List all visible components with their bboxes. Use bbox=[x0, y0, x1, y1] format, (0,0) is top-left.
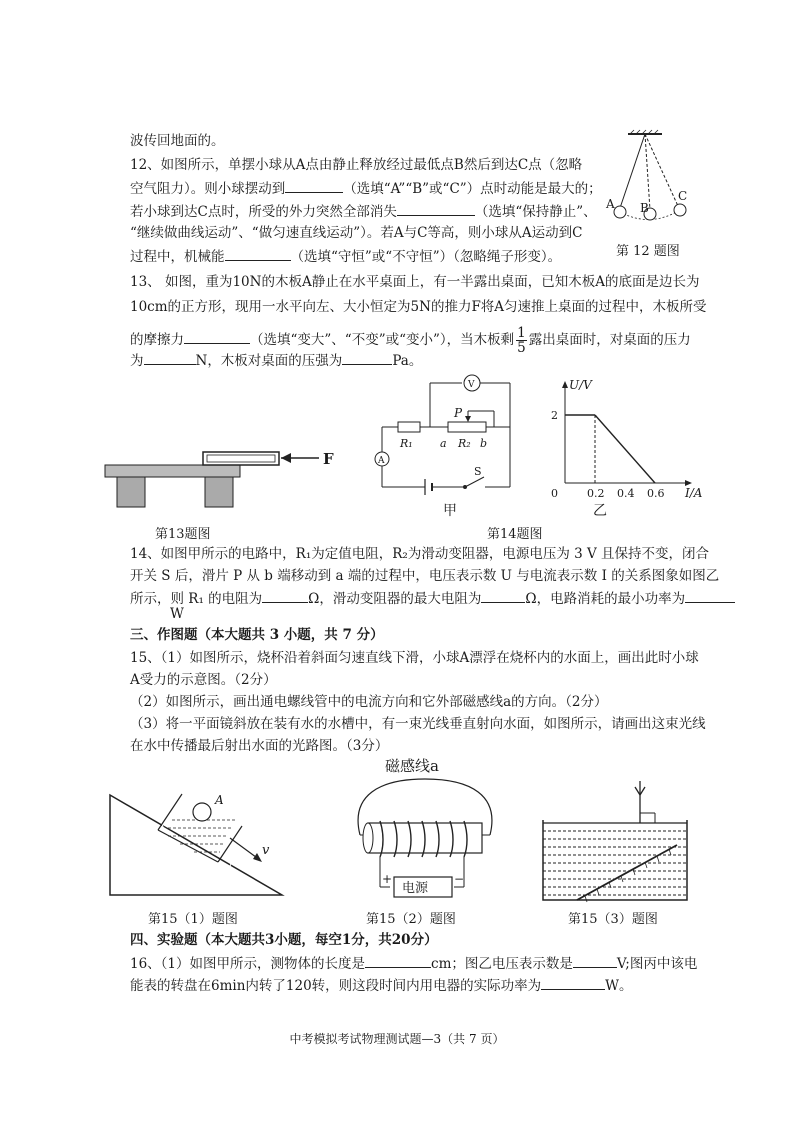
answer-blank[interactable] bbox=[573, 953, 617, 968]
fig14-jia-label: 甲 bbox=[443, 503, 457, 519]
origin-label: 0 bbox=[551, 487, 558, 500]
q13-line3: 的摩擦力 （选填“变大”、“不变”或“变小”），当木板剩 $\frac{1}{5}$ 露出桌面时，对桌面的压力 bbox=[130, 325, 691, 356]
section-4-heading: 四、实验题（本大题共3小题，每空1分，共20分） bbox=[130, 932, 438, 948]
q16-line2: 能表的转盘在6min内转了120转，则这段时间内用电器的实际功率为 W。 bbox=[130, 975, 633, 996]
water-tank-figure bbox=[535, 775, 700, 905]
answer-blank[interactable] bbox=[342, 350, 392, 365]
y-tick-label: 2 bbox=[551, 409, 558, 422]
fig14-yi-label: 乙 bbox=[593, 503, 607, 519]
fig15-2-caption: 第15（2）题图 bbox=[366, 912, 456, 927]
power-source-label: 电源 bbox=[402, 881, 429, 896]
q12-line4: “继续做曲线运动”、“做匀速直线运动”）。若A与C等高，则小球从A运动到C bbox=[130, 225, 583, 241]
q15-line5: 在水中传播最后射出水面的光路图。（3分） bbox=[130, 738, 389, 754]
answer-blank[interactable] bbox=[262, 588, 308, 603]
answer-blank[interactable] bbox=[184, 329, 250, 344]
ammeter-label: A bbox=[378, 456, 385, 466]
answer-blank[interactable] bbox=[541, 975, 605, 990]
y-axis-label: U/V bbox=[569, 378, 592, 392]
u-i-graph bbox=[535, 375, 705, 505]
negative-terminal: − bbox=[454, 872, 465, 886]
velocity-label: v bbox=[262, 843, 270, 858]
answer-blank[interactable] bbox=[144, 350, 196, 365]
x-tick-label: 0.4 bbox=[617, 487, 635, 500]
q15-line4: （3）将一平面镜斜放在装有水的水槽中，有一束光线垂直射向水面，如图所示，请画出这束光线 bbox=[130, 716, 706, 732]
fig14-caption: 第14题图 bbox=[487, 527, 543, 542]
text-line: 波传回地面的。 bbox=[130, 133, 225, 149]
q15-line1: 15、（1）如图所示，烧杯沿着斜面匀速直线下滑，小球A漂浮在烧杯内的水面上，画出此时小球 bbox=[130, 650, 699, 666]
q12-line5: 过程中，机械能 （选填“守恒”或“不守恒”）（忽略绳子形变）。 bbox=[130, 246, 561, 267]
q14-line3: 所示，则 R₁ 的电阻为 Ω，滑动变阻器的最大电阻为 Ω，电路消耗的最小功率为 bbox=[130, 588, 735, 609]
board-table-figure bbox=[105, 448, 365, 508]
fig15-1-caption: 第15（1）题图 bbox=[148, 912, 238, 927]
q15-line2: A受力的示意图。（2分） bbox=[130, 672, 277, 688]
fig15-3-caption: 第15（3）题图 bbox=[568, 912, 658, 927]
answer-blank[interactable] bbox=[481, 588, 525, 603]
q13-line2: 10cm的正方形，现用一水平向左、大小恒定为5N的推力F将A匀速推上桌面的过程中，木板所受 bbox=[130, 299, 707, 315]
graph-line-falling bbox=[595, 415, 655, 483]
field-line-label: 磁感线a bbox=[385, 757, 439, 775]
q12-line3: 若小球到达C点时，所受的外力突然全部消失 （选填“保持静止”、 bbox=[130, 201, 597, 222]
answer-blank[interactable] bbox=[685, 588, 735, 603]
incline-beaker-figure bbox=[100, 790, 300, 900]
point-b-label: B bbox=[640, 201, 649, 215]
q15-line3: （2）如图所示，画出通电螺线管中的电流方向和它外部磁感线a的方向。（2分） bbox=[130, 694, 608, 710]
q13-line1: 13、 如图，重为10N的木板A静止在水平桌面上，有一半露出桌面，已知木板A的底面是边长为 bbox=[130, 274, 700, 290]
solenoid-figure bbox=[340, 775, 510, 900]
fig13-caption: 第13题图 bbox=[155, 527, 211, 542]
ball-a-label: A bbox=[215, 793, 224, 807]
pendulum-figure bbox=[600, 130, 690, 225]
q12-line1: 12、如图所示，单摆小球从A点由静止释放经过最低点B然后到达C点（忽略 bbox=[130, 157, 583, 173]
r1-label: R₁ bbox=[400, 437, 413, 450]
point-a-label: A bbox=[606, 197, 615, 211]
fraction: $\frac{1}{5}$ bbox=[517, 325, 526, 356]
circuit-figure bbox=[370, 375, 520, 495]
page-footer: 中考模拟考试物理测试题—3（共 7 页） bbox=[289, 1032, 505, 1046]
x-tick-label: 0.2 bbox=[587, 487, 605, 500]
slider-p-label: P bbox=[454, 406, 463, 420]
r2-label: R₂ bbox=[458, 437, 471, 450]
terminal-b-label: b bbox=[480, 437, 488, 450]
x-tick-label: 0.6 bbox=[647, 487, 665, 500]
answer-blank[interactable] bbox=[285, 178, 343, 193]
q12-line2: 空气阻力）。则小球摆动到 （选填“A”“B”或“C”）点时动能是最大的； bbox=[130, 178, 602, 199]
force-label: F bbox=[323, 450, 334, 468]
q14-unit: W bbox=[170, 606, 184, 622]
positive-terminal: + bbox=[382, 872, 393, 886]
terminal-a-label: a bbox=[440, 437, 447, 450]
q14-line2: 开关 S 后，滑片 P 从 b 端移动到 a 端的过程中，电压表示数 U 与电流表示数 I 的关系图象如图乙 bbox=[130, 568, 720, 584]
q16-line1: 16、（1）如图甲所示，测物体的长度是 cm；图乙电压表示数是 V;图丙中该电 bbox=[130, 953, 697, 974]
voltmeter-label: V bbox=[468, 380, 475, 390]
answer-blank[interactable] bbox=[397, 201, 475, 216]
x-axis-label: I/A bbox=[685, 486, 703, 500]
q14-line1: 14、如图甲所示的电路中，R₁为定值电阻，R₂为滑动变阻器，电源电压为 3 V 且保持不变，闭合 bbox=[130, 546, 710, 562]
switch-s-label: S bbox=[474, 465, 482, 478]
section-3-heading: 三、作图题（本大题共 3 小题，共 7 分） bbox=[130, 627, 384, 643]
answer-blank[interactable] bbox=[365, 953, 431, 968]
answer-blank[interactable] bbox=[225, 246, 291, 261]
point-c-label: C bbox=[678, 189, 688, 203]
fig12-caption: 第 12 题图 bbox=[616, 244, 680, 259]
q13-line4: 为 N，木板对桌面的压强为 Pa。 bbox=[130, 350, 422, 371]
